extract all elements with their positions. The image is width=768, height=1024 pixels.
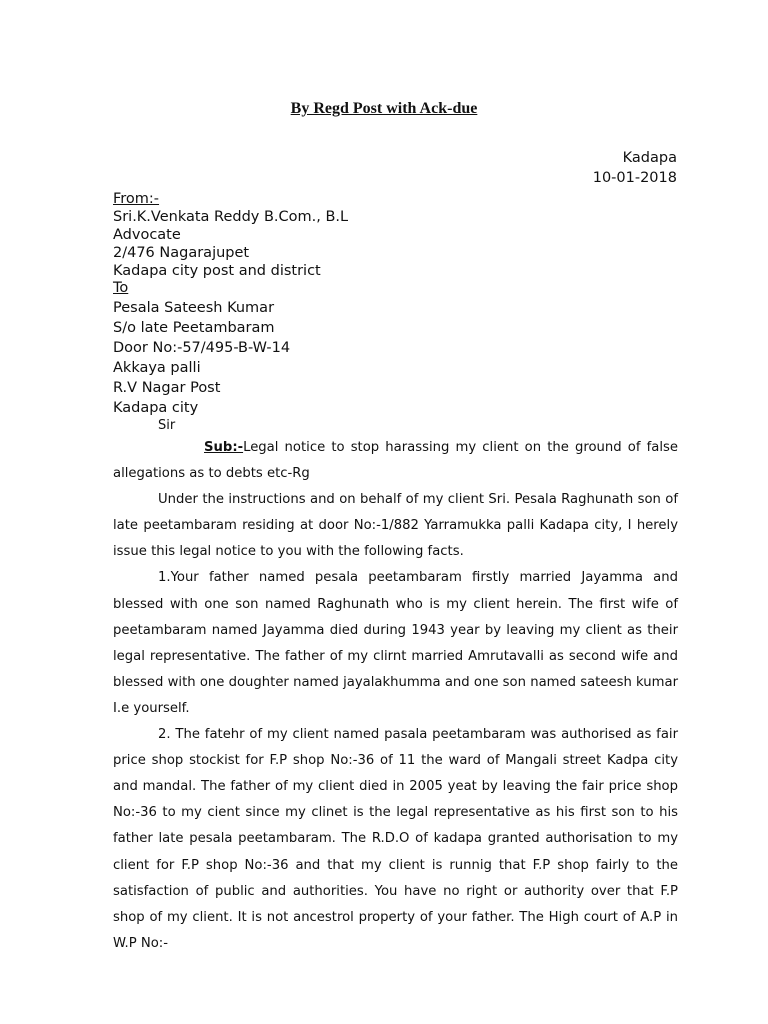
from-line: Advocate xyxy=(113,227,181,243)
paragraph: 1.Your father named pesala peetambaram firstly married Jayamma and blessed with one son named Raghunath who is my client herein. The first wife of peetambaram named Jayamma died during 1943 year by leaving my client as their legal representative. The father of my clirnt married Amrutavalli as second wife and blessed with one doughter named jayalakhumma and one son named sateesh kumar I.e yourself. xyxy=(113,570,678,716)
from-line: Sri.K.Venkata Reddy B.Com., B.L xyxy=(113,209,349,225)
to-line: S/o late Peetambaram xyxy=(113,320,275,336)
subject-label: Sub:- xyxy=(204,440,244,455)
to-line: Kadapa city xyxy=(113,400,199,416)
paragraph: Under the instructions and on behalf of my client Sri. Pesala Raghunath son of late peetambaram residing at door No:-1/882 Yarramukka palli Kadapa city, I herely issue this legal notice to you with the following facts. xyxy=(113,492,678,560)
from-label: From:- xyxy=(113,191,160,207)
to-line: Akkaya palli xyxy=(113,360,201,376)
to-line: Pesala Sateesh Kumar xyxy=(113,300,275,316)
salutation: Sir xyxy=(158,418,176,433)
place: Kadapa xyxy=(622,150,677,166)
paragraph: 2. The fatehr of my client named pasala peetambaram was authorised as fair price shop stockist for F.P shop No:-36 of 11 the ward of Mangali street Kadpa city and mandal. The father of my client died in 2005 yeat by leaving the fair price shop No:-36 to my cient since my clinet is the legal representative as his first son to his father late pesala peetambaram. The R.D.O of kadapa granted authorisation to my client for F.P shop No:-36 and that my client is runnig that F.P shop fairly to the satisfaction of public and authorities. You have no right or authority over that F.P shop of my client. It is not ancestrol property of your father. The High court of A.P in W.P No:- xyxy=(113,727,678,951)
to-line: R.V Nagar Post xyxy=(113,380,221,396)
from-line: 2/476 Nagarajupet xyxy=(113,245,250,261)
from-block xyxy=(113,190,348,280)
to-line: Door No:-57/495-B-W-14 xyxy=(113,340,291,356)
letter-body xyxy=(113,435,678,957)
date: 10-01-2018 xyxy=(592,170,677,186)
to-label: To xyxy=(113,280,129,296)
to-block xyxy=(113,278,290,418)
subject-text: Legal notice to stop harassing my client on the ground of false allegations as to debts etc-Rg xyxy=(113,440,678,482)
subject-line xyxy=(113,435,678,487)
document-title: By Regd Post with Ack-due xyxy=(290,100,478,117)
from-line: Kadapa city post and district xyxy=(113,263,321,279)
